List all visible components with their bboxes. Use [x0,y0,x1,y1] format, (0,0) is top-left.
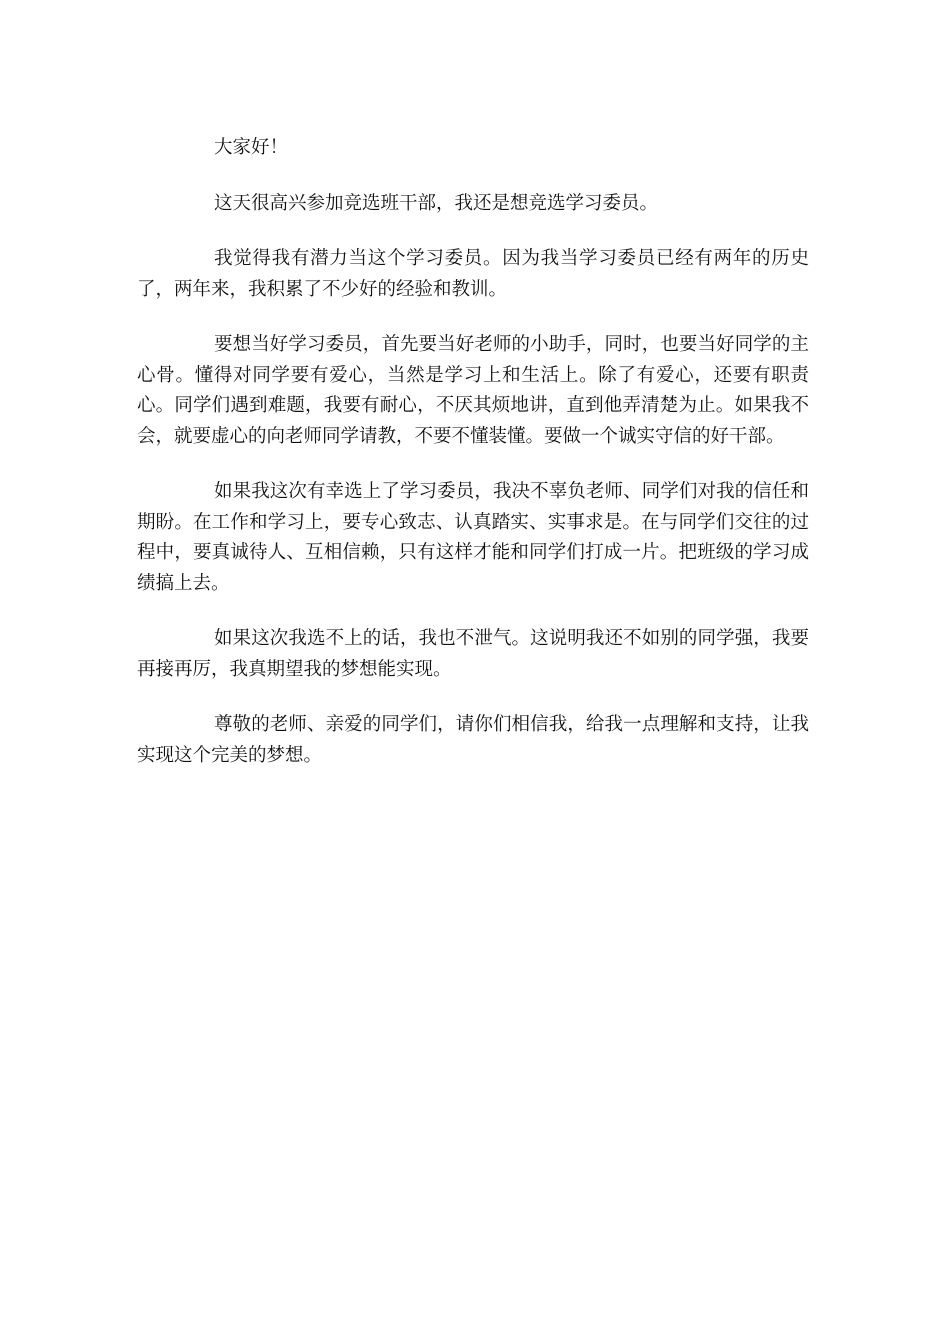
paragraph-experience: 我觉得我有潜力当这个学习委员。因为我当学习委员已经有两年的历史了，两年来，我积累了不少好的经验和教训。 [137,248,809,300]
speech-body [137,133,809,796]
paragraph-intro: 这天很高兴参加竞选班干部，我还是想竞选学习委员。 [214,192,659,214]
paragraph-closing: 尊敬的老师、亲爱的同学们，请你们相信我，给我一点理解和支持，让我实现这个完美的梦想。 [137,714,809,766]
paragraph-greeting: 大家好！ [214,137,289,158]
paragraph-duties: 要想当好学习委员，首先要当好老师的小助手，同时，也要当好同学的主心骨。懂得对同学要有爱心，当然是学习上和生活上。除了有爱心，还要有职责心。同学们遇到难题，我要有耐心，不厌其烦地讲，直到他弄清楚为止。如果我不会，就要虚心的向老师同学请教，不要不懂装懂。要做一个诚实守信的好干部。 [137,334,809,447]
paragraph-promise: 如果我这次有幸选上了学习委员，我决不辜负老师、同学们对我的信任和期盼。在工作和学习上，要专心致志、认真踏实、实事求是。在与同学们交往的过程中，要真诚待人、互相信赖，只有这样才能和同学们打成一片。把班级的学习成绩搞上去。 [137,481,809,594]
paragraph-if-not-elected: 如果这次我选不上的话，我也不泄气。这说明我还不如别的同学强，我要再接再厉，我真期望我的梦想能实现。 [137,628,809,680]
